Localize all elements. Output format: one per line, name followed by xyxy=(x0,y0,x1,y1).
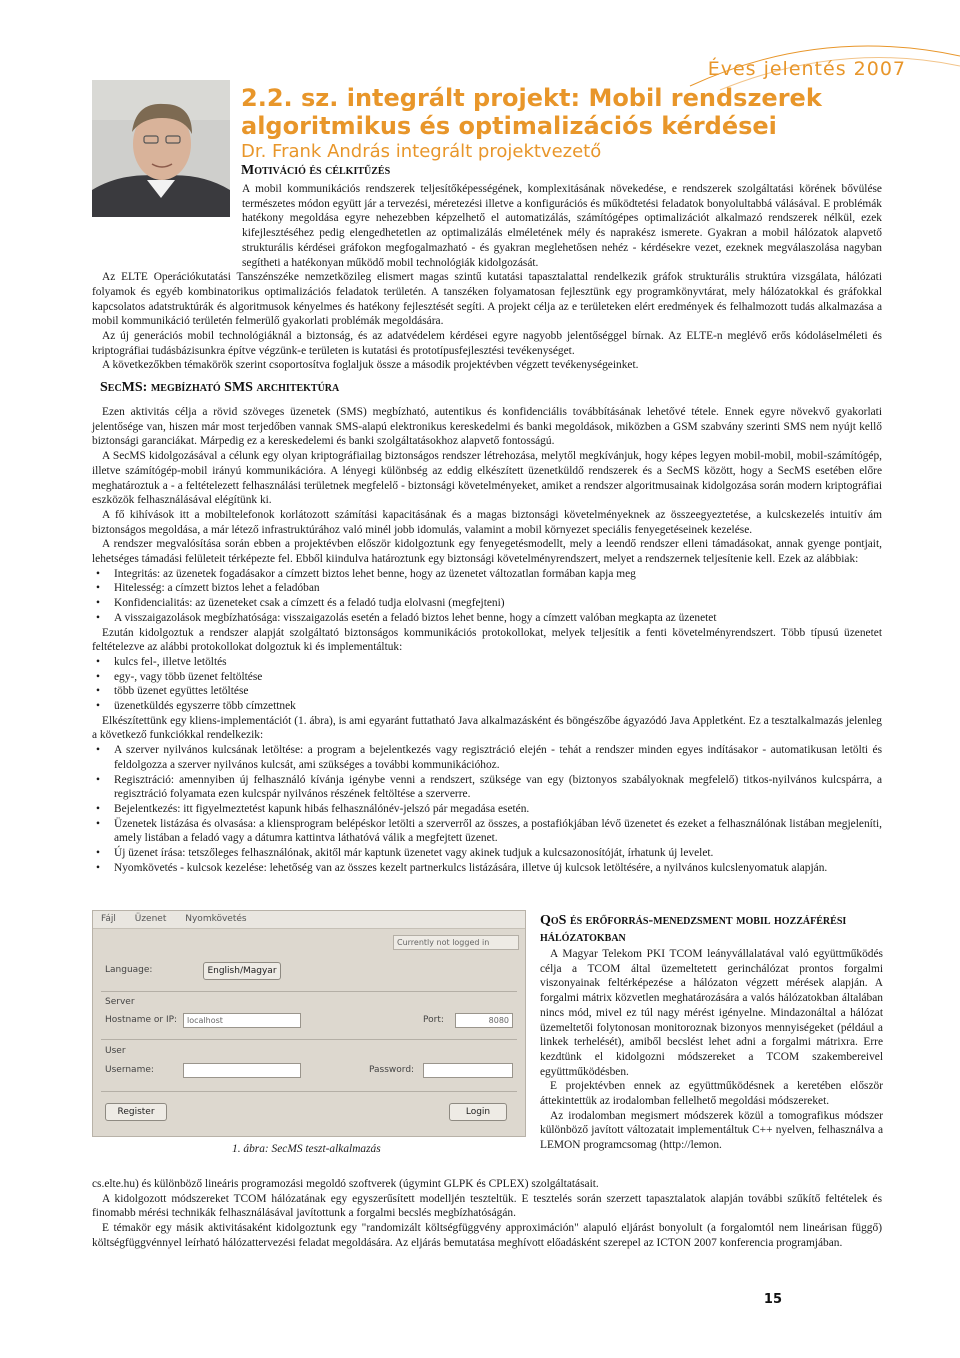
requirements-list xyxy=(92,567,882,626)
qos-paragraph: A Magyar Telekom PKI TCOM leányvállalatával való együttműködés célja a TCOM által üzemeltetett gerinchálózat prontos forgalmi viszonyainak feltérképezése a hálózaton végzett mérések alapján. A forgalmi mátrix közvetlen meghatározására a valós hálózatokban általában nincs mód, mivel ez túl nagy mérést igényelne. Mindazonáltal a hálózat üzemeltetői folytonosan monitoroznak bizonyos mennyiségeket (például a linkek terhelését), amiből becslést lehet adni a forgalmi mátrixra. Erre kezdtünk el kidolgozni módszereket a TCOM szakembereivel együttműködésben. xyxy=(540,948,883,1078)
qos-continuation xyxy=(92,1177,882,1251)
motivation-paragraph: A mobil kommunikációs rendszerek teljesítőképességének, komplexitásának növekedése, e rendszerek szolgáltatási körének bővülése természetes módon együtt jár a tervezési, méretezési illetve a konfigurációs és működtetési feladatok bonyolultabbá válásával. E problémák hatékony megoldása egyre nehezebben képzelhető el automatizálás, számítógépes optimalizációt alkalmazó rendszerek nélkül, ezek kifejlesztéséhez pedig elengedhetetlen az optimalizálás elméletének mély és naprakész ismerete. Gyakran a mobil hálózatok alapvető strukturális kérdései gráfokon megfogalmazható - és gyakran meglehetősen nehéz - kérdésekre vezet, ezeknek megválaszolása nagyban segítheti a hatékonyan működő mobil technológiák kidolgozását. xyxy=(242,183,882,269)
motivation-paragraph: Az új generációs mobil technológiáknál a biztonság, és az adatvédelem kérdései egyre nagyobb jelentőséggel bírnak. Az ELTE-n meglévő erős kódoláselméleti és kriptográfiai tudásbázisunkra építve végzünk-e területen is kutatási és prototípusfejlesztési tevékenységet. xyxy=(92,330,882,357)
motivation-paragraph: A következőkben témakörök szerint csoportosítva foglaljuk össze a második projektévben végzett tevékenységeinket. xyxy=(102,359,639,372)
menu-item-message[interactable]: Üzenet xyxy=(134,914,167,924)
list-item: • üzenetküldés egyszerre több címzettnek xyxy=(114,699,882,714)
list-item: • Konfidencialitás: az üzeneteket csak a címzett és a feladó tudja elolvasni (megfejteni) xyxy=(114,596,882,611)
qos-paragraph: E témakör egy másik aktivitásaként kidolgoztunk egy "randomizált költségfüggvény approximáción" alapuló eljárást bonyolult (a forgalomtól nem lineárisan függő) költségfüggvénnyel leírható hálózattervezési feladat megoldására. Az eljárás bemutatása meghívott előadásként szerepel az ICTON 2007 konferencia programjában. xyxy=(92,1222,882,1249)
qos-paragraph: E projektévben ennek az együttműködésnek a keretében először áttekintettük az irodalomban fellelhető megoldási módszereket. xyxy=(540,1080,883,1108)
motivation-paragraph: Az ELTE Operációkutatási Tanszénszéke nemzetközileg elismert magas szintű kutatási tapasztalattal rendelkezik gráfok strukturális struktúra vizsgálata, hálózati folyamok és egyéb kombinatorikus optimalizációs feladatok területén. A tanszéken folyamatosan fejlesztünk egy programkönyvtárat, mely hálózatokkal és gráfokkal kapcsolatos adatstruktúrák és algoritmusok kényelmes és hatékony fejlesztését segíti. A projekt célja az e területeken elért eredmények és felhalmozott tudás alkalmazása a mobil kommunikáció területén felmerülő gyakorlati problémák megoldására. xyxy=(92,271,882,328)
hostname-label: Hostname or IP: xyxy=(105,1015,178,1025)
secms-app-screenshot xyxy=(92,910,526,1137)
status-field: Currently not logged in xyxy=(393,935,519,950)
list-item: • kulcs fel-, illetve letöltés xyxy=(114,655,882,670)
qos-paragraph: A kidolgozott módszereket TCOM hálózatának egy egyszerűsített modelljén teszteltük. E tesztelés során szerzett tapasztalatok alapján további szűkítő feltételek és finomabb mérési technikák felhasználásával javítottunk a forgalmi becslés megbízhatóságán. xyxy=(92,1192,882,1220)
divider xyxy=(101,1091,517,1092)
secms-paragraph: A rendszer megvalósítása során ebben a projektévben először kidolgoztunk egy fenyegetésmodellt, mely a leendő rendszer elleni támadásokat, annak gyenge pontjait, lehetséges támadási felületeit térképezte fel. Ebből kiindulva határoztunk egy biztonsági követelményrendszert, melyet a rendszernek teljesítenie kell. Ezek az alábbiak: xyxy=(92,538,882,566)
project-title: 2.2. sz. integrált projekt: Mobil rendszerek algoritmikus és optimalizációs kérdései xyxy=(241,84,822,140)
figure-caption: 1. ábra: SecMS teszt-alkalmazás xyxy=(232,1143,381,1155)
secms-paragraph: Ezen aktivitás célja a rövid szöveges üzenetek (SMS) megbízható, autentikus és konfidenciális továbbításának lehetővé tétele. Ennek egyre növekvő gyakorlati jelentősége van, hiszen már most terjedőben vannak SMS-alapú elektronikus kereskedelmi és banki megoldások, miközben a GSM szabvány szerinti SMS nem nyújt kellő biztonsági garanciákat. Márpedig ez a kereskedelemi és banki szolgáltatásokhoz alapvető fontosságú. xyxy=(92,406,882,448)
password-input[interactable] xyxy=(423,1063,513,1078)
qos-paragraph: cs.elte.hu) és különböző lineáris programozási megoldó szoftverek (úgymint GLPK és CPLEX) szolgáltatásait. xyxy=(92,1178,599,1190)
username-input[interactable] xyxy=(183,1063,301,1078)
server-group-label: Server xyxy=(105,997,135,1007)
language-label: Language: xyxy=(105,965,153,975)
port-label: Port: xyxy=(423,1015,444,1025)
qos-paragraph: Az irodalomban megismert módszerek közül a tomografikus módszer különböző javított változatait implementáltuk C++ nyelven, felhasználva a LEMON programcsomag (http://lemon. xyxy=(540,1109,883,1152)
list-item: • Hitelesség: a címzett biztos lehet a feladóban xyxy=(114,581,882,596)
list-item: • Integritás: az üzenetek fogadásakor a címzett biztos lehet benne, hogy az üzenetet változatlan formában kapja meg xyxy=(114,567,882,582)
project-leader: Dr. Frank András integrált projektvezető xyxy=(241,141,602,162)
list-item: • egy-, vagy több üzenet feltöltése xyxy=(114,670,882,685)
list-item: • Bejelentkezés: itt figyelmeztetést kapunk hibás felhasználónév-jelszó pár megadása esetén. xyxy=(114,802,882,817)
login-button[interactable]: Login xyxy=(449,1103,507,1121)
list-item: • Üzenetek listázása és olvasása: a kliensprogram belépéskor letölti a szerverről az összes, a postafiókjában lévő üzenetet és ezeket a felhasználónak listában megjeleníti, amely listában a feladó vagy a dátumra kattintva láthatóvá válik a megfejtett üzenet. xyxy=(114,817,882,846)
report-label: Éves jelentés 2007 xyxy=(707,58,906,80)
app-menubar xyxy=(93,911,525,929)
username-label: Username: xyxy=(105,1065,154,1075)
password-label: Password: xyxy=(369,1065,415,1075)
menu-item-file[interactable]: Fájl xyxy=(101,914,116,924)
list-item: • több üzenet együttes letöltése xyxy=(114,684,882,699)
hostname-input[interactable]: localhost xyxy=(183,1013,301,1028)
secms-paragraph: A fő kihívások itt a mobiltelefonok korlátozott számítási kapacitásának és a magas biztonsági követelményeknek az összeegyeztetése, a kulcskezelés intuitív ám biztonságos megoldása, a már létező infrastruktúrához való minél jobb idomulás, valamint a mobil környezet speciális fenyegetéseinek kezelése. xyxy=(92,508,882,536)
port-input[interactable]: 8080 xyxy=(455,1013,513,1028)
menu-item-tracking[interactable]: Nyomkövetés xyxy=(185,914,247,924)
secms-heading: SecMS: megbízható SMS architektúra xyxy=(100,380,340,395)
divider xyxy=(101,1039,517,1040)
qos-section xyxy=(540,947,883,1153)
features-list xyxy=(92,743,882,875)
motivation-heading: Motiváció és célkitűzés xyxy=(241,163,391,178)
user-group-label: User xyxy=(105,1046,126,1056)
secms-paragraph: A SecMS kidolgozásával a célunk egy olyan kriptográfiailag biztonságos rendszer létrehozása, melytől megkívánjuk, hogy képes legyen mobil-mobil, mobil-számítógép, illetve számítógép-mobil irányú kommunikációra. A lényegi különbség az eddig elkészített üzenetküldő rendszerek és a SecMS között, hogy a SecMS esetében előre meghatároztuk a - a feltételezett felhasználási területnek megfelelő - biztonsági követelményeket, amiket a rendszer algoritmusainak kidolgozása során modern kriptográfiai eszközök felhasználásával elégítünk ki. xyxy=(92,450,882,507)
motivation-section xyxy=(92,182,882,373)
protocols-list xyxy=(92,655,882,714)
qos-heading: QoS és erőforrás-menedzsment mobil hozzáférési hálózatokban xyxy=(540,913,847,945)
secms-paragraph: Ezután kidolgoztuk a rendszer alapját szolgáltató biztonságos kommunikációs protokollokat, melyek teljesítik a fenti követelményrendszert. Több típusú üzenetet feltételezve az alábbi protokollokat dolgoztuk ki és implementáltuk: xyxy=(92,626,882,654)
list-item: • Nyomkövetés - kulcsok kezelése: lehetőség van az összes kezelt partnerkulcs listázására, illetve új kulcsok letöltésére, a nyilvános kulcslenyomatuk alapján. xyxy=(114,861,882,876)
secms-section xyxy=(92,405,882,876)
language-button[interactable]: English/Magyar xyxy=(203,962,281,980)
secms-paragraph: Elkészítettünk egy kliens-implementációt (1. ábra), is ami egyaránt futtatható Java alkalmazásként és böngészőbe ágyazódó Java Appletként. Ez a tesztalkalmazás jelenleg a következő funkciókkal rendelkezik: xyxy=(92,714,882,742)
list-item: • A visszaigazolások megbízhatósága: visszaigazolás esetén a feladó biztos lehet benne, hogy a címzett valóban megkapta az üzenetet xyxy=(114,611,882,626)
register-button[interactable]: Register xyxy=(105,1103,167,1121)
page-number: 15 xyxy=(763,1292,782,1307)
list-item: • Regisztráció: amennyiben új felhasználó kívánja igénybe venni a rendszert, szüksége van egy (biztonyos szabályoknak megfelelő) titkos-nyilvános kulcspárra, a regisztráció folyamata ezen kulcspár nyilvános részének feltöltése a szerverre. xyxy=(114,773,882,802)
divider xyxy=(101,991,517,992)
list-item: • A szerver nyilvános kulcsának letöltése: a program a bejelentkezés vagy regisztráció elején - tehát a rendszer minden egyes indításakor - automatikusan letölti és feldolgozza a szerver nyilvános kulcsát, ami szükséges a további kommunikációhoz. xyxy=(114,743,882,772)
list-item: • Új üzenet írása: tetszőleges felhasználónak, akitől már kaptunk üzenetet vagy akinek tudjuk a kulcsazonosítóját, írhatunk új levelet. xyxy=(114,846,882,861)
